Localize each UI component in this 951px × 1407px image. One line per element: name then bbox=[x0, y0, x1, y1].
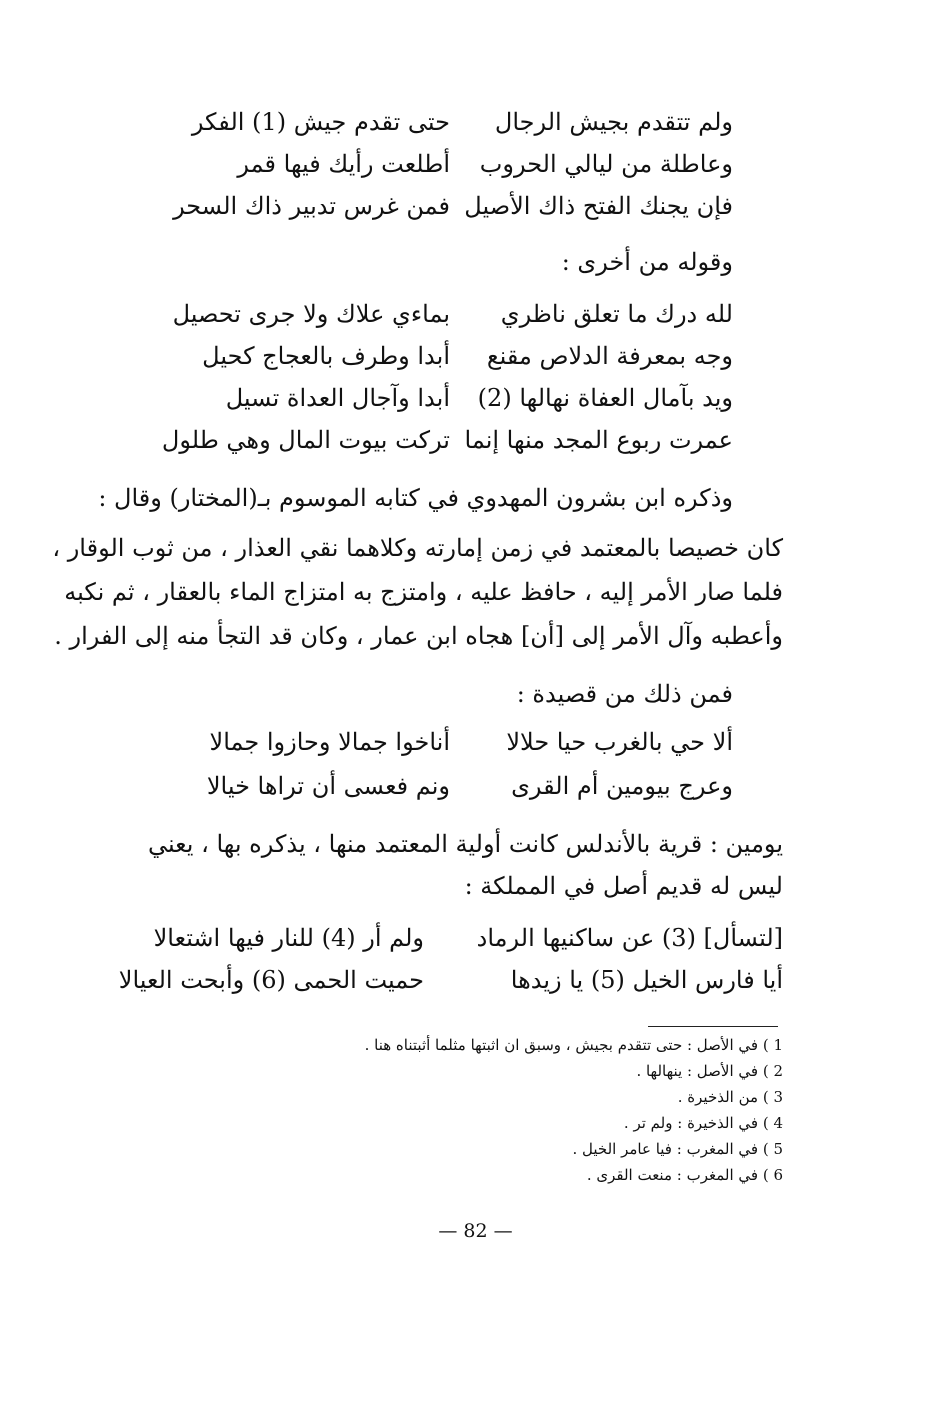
section-heading-1: وقوله من أخرى : bbox=[561, 248, 733, 276]
poem2-line3-right: ويد بآمال العفاة نهالها (2) bbox=[477, 384, 733, 412]
poem1-line2-right: وعاطلة من ليالي الحروب bbox=[479, 150, 733, 178]
poem1-line2-left: أطلعت رأيك فيها قمر bbox=[237, 150, 450, 178]
poem1-line3-right: فإن يجنك الفتح ذاك الأصيل bbox=[464, 192, 733, 220]
poem4-line1-left: ولم أر (4) للنار فيها اشتعالا bbox=[153, 924, 424, 952]
prose1-line3: فلما صار الأمر إليه ، حافظ عليه ، وامتزج به امتزاج الماء بالعقار ، ثم نكبه bbox=[64, 578, 783, 606]
poem4-line1-right: [لتسأل] (3) عن ساكنيها الرماد bbox=[476, 924, 783, 952]
prose1-line1: وذكره ابن بشرون المهدوي في كتابه الموسوم بـ(المختار) وقال : bbox=[98, 484, 733, 512]
poem3-line2-right: وعرج بيومين أم القرى bbox=[511, 772, 733, 800]
poem2-line4-right: عمرت ربوع المجد منها إنما bbox=[464, 426, 733, 454]
prose1-line4: وأعطبه وآل الأمر إلى [أن] هجاه ابن عمار ، وكان قد التجأ منه إلى الفرار . bbox=[54, 622, 783, 650]
footnote-divider bbox=[648, 1026, 778, 1027]
footnote-1: 1 ) في الأصل : حتى تتقدم بجيش ، وسبق ان اثبتها مثلما أثبتناه هنا . bbox=[364, 1036, 783, 1054]
poem3-line2-left: ونم فعسى أن تراها خيالا bbox=[206, 772, 450, 800]
prose1-line2: كان خصيصا بالمعتمد في زمن إمارته وكلاهما نقي العذار ، من ثوب الوقار ، bbox=[52, 534, 783, 562]
prose2-line1: يومين : قرية بالأندلس كانت أولية المعتمد منها ، يذكره بها ، يعني bbox=[147, 830, 783, 858]
section-heading-2: فمن ذلك من قصيدة : bbox=[516, 680, 733, 708]
page-number: — 82 — bbox=[438, 1220, 513, 1242]
poem2-line1-right: لله درك ما تعلق ناظري bbox=[500, 300, 733, 328]
prose2-line2: ليس له قديم أصل في المملكة : bbox=[464, 872, 783, 900]
footnote-2: 2 ) في الأصل : ينهالها . bbox=[636, 1062, 783, 1080]
poem2-line3-left: أبدا وآجال العداة تسيل bbox=[225, 384, 450, 412]
poem1-line1-left: حتى تقدم جيش (1) الفكر bbox=[191, 108, 450, 136]
poem2-line1-left: بماءي علاك ولا جرى تحصيل bbox=[172, 300, 450, 328]
footnote-3: 3 ) من الذخيرة . bbox=[677, 1088, 783, 1106]
footnote-6: 6 ) في المغرب : منعت القرى . bbox=[586, 1166, 783, 1184]
poem1-line3-left: فمن غرس تدبير ذاك السحر bbox=[173, 192, 450, 220]
poem4-line2-left: حميت الحمى (6) وأبحت العيالا bbox=[118, 966, 424, 994]
poem2-line2-left: أبدا وطرف بالعجاج كحيل bbox=[202, 342, 450, 370]
poem1-line1-right: ولم تتقدم بجيش الرجال bbox=[494, 108, 733, 136]
poem4-line2-right: أيا فارس الخيل (5) يا زيدها bbox=[510, 966, 783, 994]
poem2-line2-right: وجه بمعرفة الدلاص مقنع bbox=[486, 342, 733, 370]
poem3-line1-left: أناخوا جمالا وحازوا جمالا bbox=[209, 728, 450, 756]
poem2-line4-left: تركت بيوت المال وهي طلول bbox=[161, 426, 450, 454]
poem3-line1-right: ألا حي بالغرب حيا حلالا bbox=[506, 728, 733, 756]
footnote-4: 4 ) في الذخيرة : ولم تر . bbox=[623, 1114, 783, 1132]
footnote-5: 5 ) في المغرب : فيا عامر الخيل . bbox=[572, 1140, 783, 1158]
